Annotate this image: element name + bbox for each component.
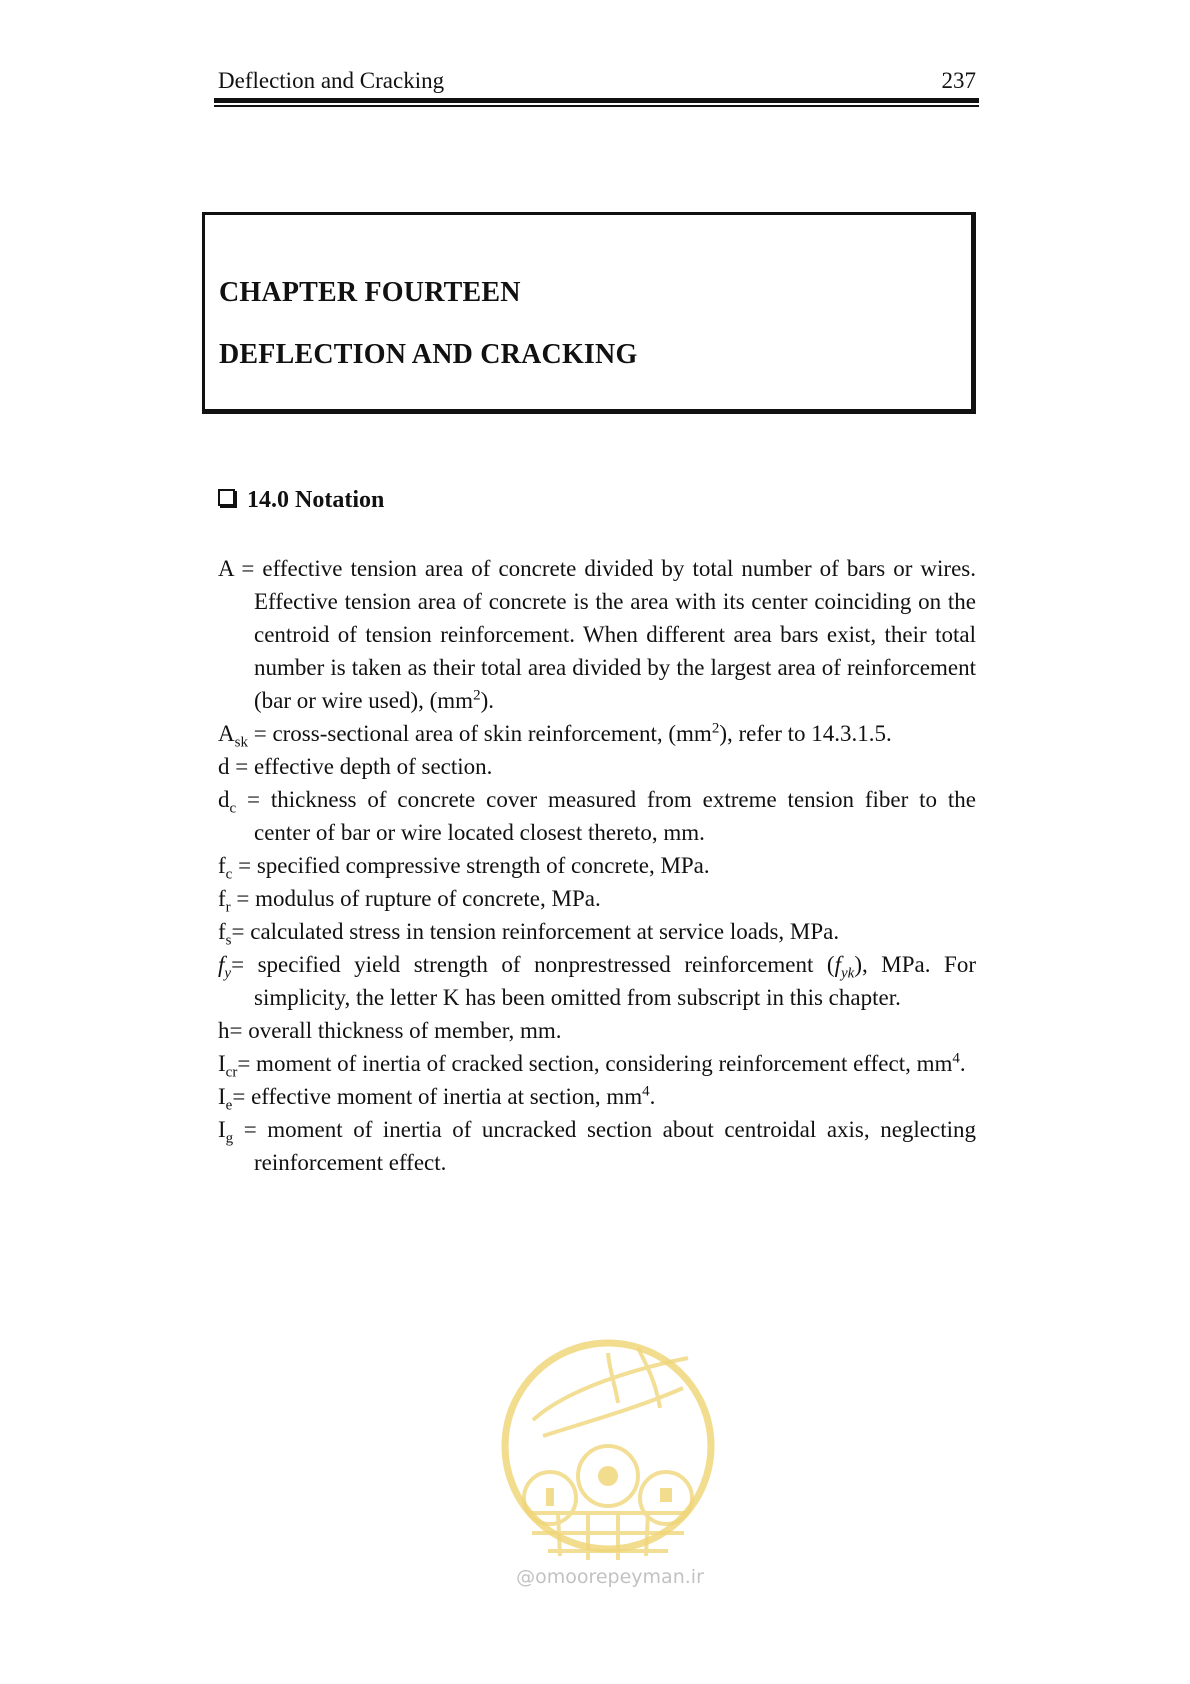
- notation-entry-a: [218, 552, 976, 717]
- notation-definition: = cross-sectional area of skin reinforcement, (mm: [247, 721, 712, 746]
- watermark-logo-icon: [488, 1328, 728, 1568]
- notation-symbol: f: [218, 952, 225, 977]
- notation-subscript: c: [229, 800, 237, 817]
- notation-symbol: A: [218, 721, 235, 746]
- notation-superscript: 4: [952, 1050, 960, 1067]
- notation-superscript: 2: [711, 720, 720, 737]
- notation-definition: = moment of inertia of cracked section, considering reinforcement effect, mm: [237, 1051, 953, 1076]
- notation-entry-d: [218, 750, 976, 783]
- chapter-number: CHAPTER FOURTEEN: [219, 277, 521, 308]
- notation-symbol: d: [218, 754, 230, 779]
- notation-entry-ig: [218, 1113, 976, 1179]
- header-rule-thin: [214, 105, 979, 107]
- section-heading-text: 14.0 Notation: [247, 487, 385, 513]
- notation-entry-fs: [218, 915, 976, 948]
- watermark-text: @omoorepeyman.ir: [516, 1566, 704, 1588]
- running-header-title: Deflection and Cracking: [218, 68, 445, 93]
- notation-entry-ask: [218, 717, 976, 750]
- notation-entry-fc: [218, 849, 976, 882]
- notation-entry-h: [218, 1014, 976, 1047]
- notation-subscript: c: [225, 866, 233, 883]
- notation-subscript-text: y: [224, 965, 232, 982]
- notation-entry-icr: [218, 1047, 976, 1080]
- notation-symbol: I: [218, 1117, 226, 1142]
- notation-definition-tail: .: [959, 1051, 966, 1076]
- chapter-title: DEFLECTION AND CRACKING: [219, 339, 638, 370]
- notation-definition: = thickness of concrete cover measured from extreme tension fiber to the center of bar or wire located closest thereto, mm.: [236, 787, 976, 845]
- notation-symbol: h: [218, 1018, 230, 1043]
- header-rule-thick: [214, 98, 979, 103]
- section-heading: [218, 485, 384, 515]
- notation-symbol: f: [218, 853, 226, 878]
- notation-definition-tail: ), MPa. For simplicity, the letter K has been omitted from subscript in this chapter.: [254, 952, 977, 1010]
- notation-inline-symbol: f: [834, 952, 841, 977]
- notation-subscript: s: [225, 932, 232, 949]
- notation-subscript: e: [225, 1097, 233, 1114]
- notation-definition: = calculated stress in tension reinforcement at service loads, MPa.: [231, 919, 840, 944]
- notation-symbol: I: [218, 1084, 226, 1109]
- page-number: 237: [941, 68, 976, 93]
- running-header: [218, 64, 976, 98]
- notation-definition: = effective moment of inertia at section, mm: [232, 1084, 643, 1109]
- notation-definition: = modulus of rupture of concrete, MPa.: [230, 886, 601, 911]
- notation-entry-fr: [218, 882, 976, 915]
- notation-symbol: d: [218, 787, 230, 812]
- notation-entry-dc: [218, 783, 976, 849]
- notation-definition: = effective tension area of concrete divided by total number of bars or wires. Effective tension area of concrete is the area with its center coinciding on the centroid of tension reinforcement. When different area bars exist, their total number is taken as their total area divided by the largest area of reinforcement (bar or wire used), (mm: [233, 556, 976, 713]
- notation-subscript: r: [225, 899, 231, 916]
- notation-subscript: cr: [225, 1064, 238, 1081]
- notation-inline-subscript: [841, 966, 854, 982]
- checkbox-bullet-icon: [218, 489, 235, 506]
- notation-entry-fy: [218, 948, 976, 1014]
- chapter-title-box: [202, 212, 976, 414]
- notation-definition: = moment of inertia of uncracked section about centroidal axis, neglecting reinforcement effect.: [233, 1117, 976, 1175]
- notation-symbol: I: [218, 1051, 226, 1076]
- watermark: [488, 1328, 728, 1608]
- notation-definition-tail: .: [649, 1084, 656, 1109]
- notation-subscript: sk: [234, 734, 248, 751]
- notation-superscript: 2: [473, 687, 481, 704]
- notation-definition: = specified compressive strength of concrete, MPa.: [232, 853, 710, 878]
- notation-list: [218, 552, 976, 1179]
- notation-symbol: A: [218, 556, 234, 581]
- notation-symbol: f: [218, 919, 226, 944]
- notation-definition: = effective depth of section.: [229, 754, 493, 779]
- notation-definition-tail: ), refer to 14.3.1.5.: [719, 721, 892, 746]
- notation-definition: = overall thickness of member, mm.: [229, 1018, 562, 1043]
- notation-definition: = specified yield strength of nonprestressed reinforcement (: [231, 952, 835, 977]
- notation-entry-ie: [218, 1080, 976, 1113]
- notation-symbol: f: [218, 886, 226, 911]
- notation-superscript: 4: [642, 1083, 650, 1100]
- notation-subscript: g: [225, 1130, 234, 1147]
- notation-inline-subscript-text: yk: [840, 965, 855, 982]
- notation-definition-tail: ).: [480, 688, 494, 713]
